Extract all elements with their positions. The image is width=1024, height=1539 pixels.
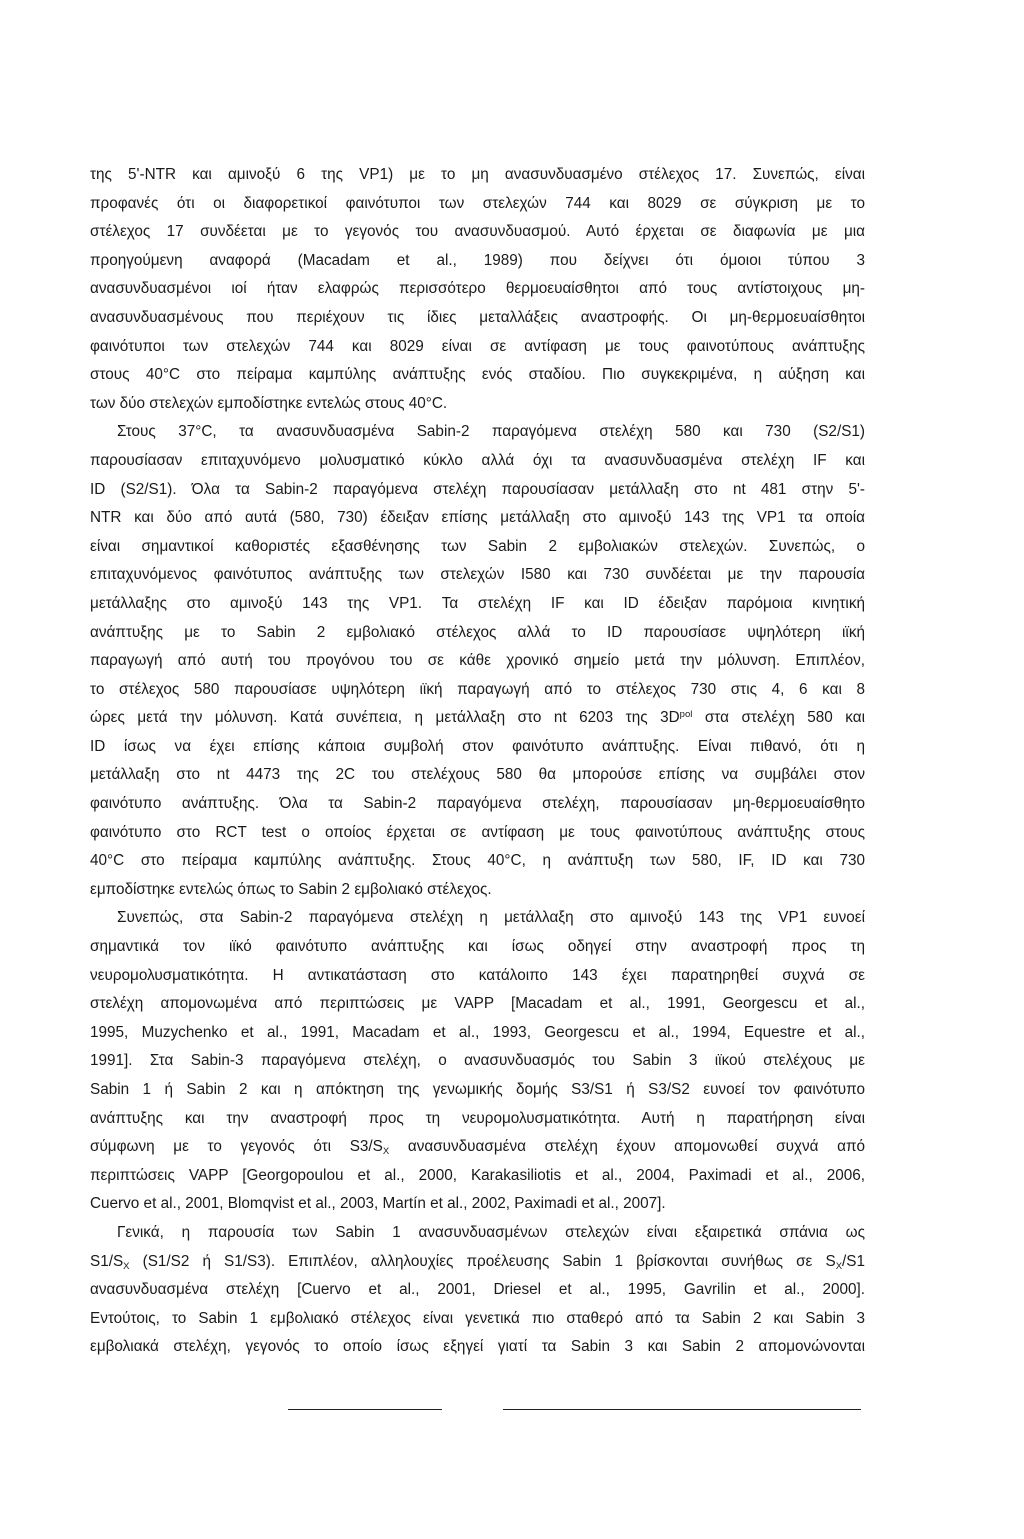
line-text: σύμφωνη με το γεγονός ότι S3/S: [90, 1138, 383, 1156]
text-line: επιταχυνόμενος φαινότυπος ανάπτυξης των στελεχών I580 και 730 συνδέεται με την παρουσία: [90, 566, 865, 584]
text-line: ID (S2/S1). Όλα τα Sabin-2 παραγόμενα στελέχη παρουσίασαν μετάλλαξη στο nt 481 στην 5'-: [90, 480, 865, 498]
text-line: ανάπτυξης και την αναστροφή προς τη νευρομολυσματικότητα. Αυτή η παρατήρηση είναι: [90, 1109, 865, 1127]
text-line: μετάλλαξη στο nt 4473 της 2C του στελέχους 580 θα μπορούσε επίσης να συμβάλει στον: [90, 766, 865, 784]
paragraph-start-line: Γενικά, η παρουσία των Sabin 1 ανασυνδυασμένων στελεχών είναι εξαιρετικά σπάνια ως: [117, 1223, 865, 1241]
text-line: [90, 1133, 865, 1162]
text-line: Εντούτοις, το Sabin 1 εμβολιακό στέλεχος είναι γενετικά πιο σταθερό από τα Sabin 2 και Sabin 3: [90, 1309, 865, 1327]
text-line: το στέλεχος 580 παρουσίασε υψηλότερη ιϊκή παραγωγή από το στέλεχος 730 στις 4, 6 και 8: [90, 680, 865, 698]
paragraph-start-line: Στους 37°C, τα ανασυνδυασμένα Sabin-2 παραγόμενα στελέχη 580 και 730 (S2/S1): [117, 423, 865, 441]
paragraph-end-line: των δύο στελεχών εμποδίστηκε εντελώς στους 40°C.: [90, 394, 448, 412]
paragraph-start-line: Συνεπώς, στα Sabin-2 παραγόμενα στελέχη η μετάλλαξη στο αμινοξύ 143 της VP1 ευνοεί: [117, 909, 865, 927]
text-line: 40°C στο πείραμα καμπύλης ανάπτυξης. Στους 40°C, η ανάπτυξη των 580, IF, ID και 730: [90, 852, 865, 870]
line-text: S1/S: [90, 1252, 124, 1270]
footer-divider-left: [288, 1409, 442, 1410]
text-line: περιπτώσεις VAPP [Georgopoulou et al., 2000, Karakasiliotis et al., 2004, Paximadi et al., 2006,: [90, 1166, 865, 1184]
text-line: ανασυνδυασμένοι ιοί ήταν ελαφρώς περισσότερο θερμοευαίσθητοι από τους αντίστοιχους μη-: [90, 280, 865, 298]
line-text: στα στελέχη 580 και: [692, 709, 865, 727]
text-line: νευρομολυσματικότητα. Η αντικατάσταση στο κατάλοιπο 143 έχει παρατηρηθεί συχνά σε: [90, 966, 865, 984]
text-line: εμβολιακά στελέχη, γεγονός το οποίο ίσως εξηγεί γιατί τα Sabin 3 και Sabin 2 απομονώνονται: [90, 1338, 865, 1356]
x-subscript: X: [835, 1260, 843, 1272]
text-line: ανάπτυξης με το Sabin 2 εμβολιακό στέλεχος αλλά το ID παρουσίασε υψηλότερη ιϊκή: [90, 623, 865, 641]
text-line: προηγούμενη αναφορά (Macadam et al., 1989) που δείχνει ότι όμοιοι τύπου 3: [90, 251, 865, 269]
paragraph-end-line: Cuervo et al., 2001, Blomqvist et al., 2003, Martín et al., 2002, Paximadi et al., 2007].: [90, 1195, 666, 1213]
text-line: είναι σημαντικοί καθοριστές εξασθένησης των Sabin 2 εμβολιακών στελεχών. Συνεπώς, ο: [90, 537, 865, 555]
text-line: ανασυνδυασμένους που περιέχουν τις ίδιες μεταλλάξεις αναστροφής. Οι μη-θερμοευαίσθητοι: [90, 308, 865, 326]
text-line: φαινότυπο ανάπτυξης. Όλα τα Sabin-2 παραγόμενα στελέχη, παρουσίασαν μη-θερμοευαίσθητο: [90, 795, 865, 813]
text-line: NTR και δύο από αυτά (580, 730) έδειξαν επίσης μετάλλαξη στο αμινοξύ 143 της VP1 τα οποία: [90, 509, 865, 527]
document-body: [90, 161, 865, 1362]
text-line: φαινότυπο στο RCT test ο οποίος έρχεται σε αντίφαση με τους φαινοτύπους ανάπτυξης στους: [90, 823, 865, 841]
text-line: σημαντικά τον ιϊκό φαινότυπο ανάπτυξης και ίσως οδηγεί στην αναστροφή προς τη: [90, 938, 865, 956]
footer-divider-right: [503, 1409, 861, 1410]
line-text: ανασυνδυασμένα στελέχη έχουν απομονωθεί συχνά από: [389, 1138, 866, 1156]
text-line: ID ίσως να έχει επίσης κάποια συμβολή στον φαινότυπο ανάπτυξης. Είναι πιθανό, ότι η: [90, 737, 865, 755]
x-subscript: X: [382, 1146, 390, 1158]
text-line: Sabin 1 ή Sabin 2 και η απόκτηση της γενωμικής δομής S3/S1 ή S3/S2 ευνοεί τον φαινότυπο: [90, 1081, 865, 1098]
text-line: προφανές ότι οι διαφορετικοί φαινότυποι των στελεχών 744 και 8029 σε σύγκριση με το: [90, 194, 865, 212]
text-line: της 5'-NTR και αμινοξύ 6 της VP1) με το μη ανασυνδυασμένο στέλεχος 17. Συνεπώς, είναι: [90, 166, 865, 183]
line-text: (S1/S2 ή S1/S3). Επιπλέον, αλληλουχίες προέλευσης Sabin 1 βρίσκονται συνήθως σε S: [129, 1252, 836, 1270]
line-text: ώρες μετά την μόλυνση. Κατά συνέπεια, η μετάλλαξη στο nt 6203 της 3D: [90, 709, 680, 727]
text-line: μετάλλαξης στο αμινοξύ 143 της VP1. Τα στελέχη IF και ID έδειξαν παρόμοια κινητική: [90, 594, 865, 612]
text-line: ανασυνδυασμένα στελέχη [Cuervo et al., 2001, Driesel et al., 1995, Gavrilin et al., 2000].: [90, 1281, 865, 1299]
paragraph-end-line: εμποδίστηκε εντελώς όπως το Sabin 2 εμβολιακό στέλεχος.: [90, 880, 492, 898]
text-line: 1991]. Στα Sabin-3 παραγόμενα στελέχη, ο ανασυνδυασμός του Sabin 3 ιϊκού στελέχους με: [90, 1052, 865, 1070]
x-subscript: X: [123, 1260, 130, 1272]
text-line: φαινότυποι των στελεχών 744 και 8029 είναι σε αντίφαση με τους φαινοτύπους ανάπτυξης: [90, 337, 865, 355]
text-line: 1995, Muzychenko et al., 1991, Macadam et al., 1993, Georgescu et al., 1994, Equestre et al.,: [90, 1023, 865, 1041]
line-text: /S1: [842, 1252, 865, 1270]
text-line: [90, 704, 865, 733]
text-line: στελέχη απομονωμένα από περιπτώσεις με VAPP [Macadam et al., 1991, Georgescu et al.,: [90, 995, 865, 1013]
text-line: παραγωγή από αυτή του προγόνου του σε κάθε χρονικό σημείο μετά την μόλυνση. Επιπλέον,: [90, 652, 865, 670]
text-line: στέλεχος 17 συνδέεται με το γεγονός του ανασυνδυασμού. Αυτό έρχεται σε διαφωνία με μια: [90, 223, 865, 241]
text-line: παρουσίασαν επιταχυνόμενο μολυσματικό κύκλο αλλά όχι τα ανασυνδυασμένα στελέχη IF και: [90, 451, 865, 469]
text-line: [90, 1248, 865, 1277]
text-line: στους 40°C στο πείραμα καμπύλης ανάπτυξης ενός σταδίου. Πιο συγκεκριμένα, η αύξηση και: [90, 366, 865, 384]
pol-superscript: pol: [679, 709, 693, 721]
